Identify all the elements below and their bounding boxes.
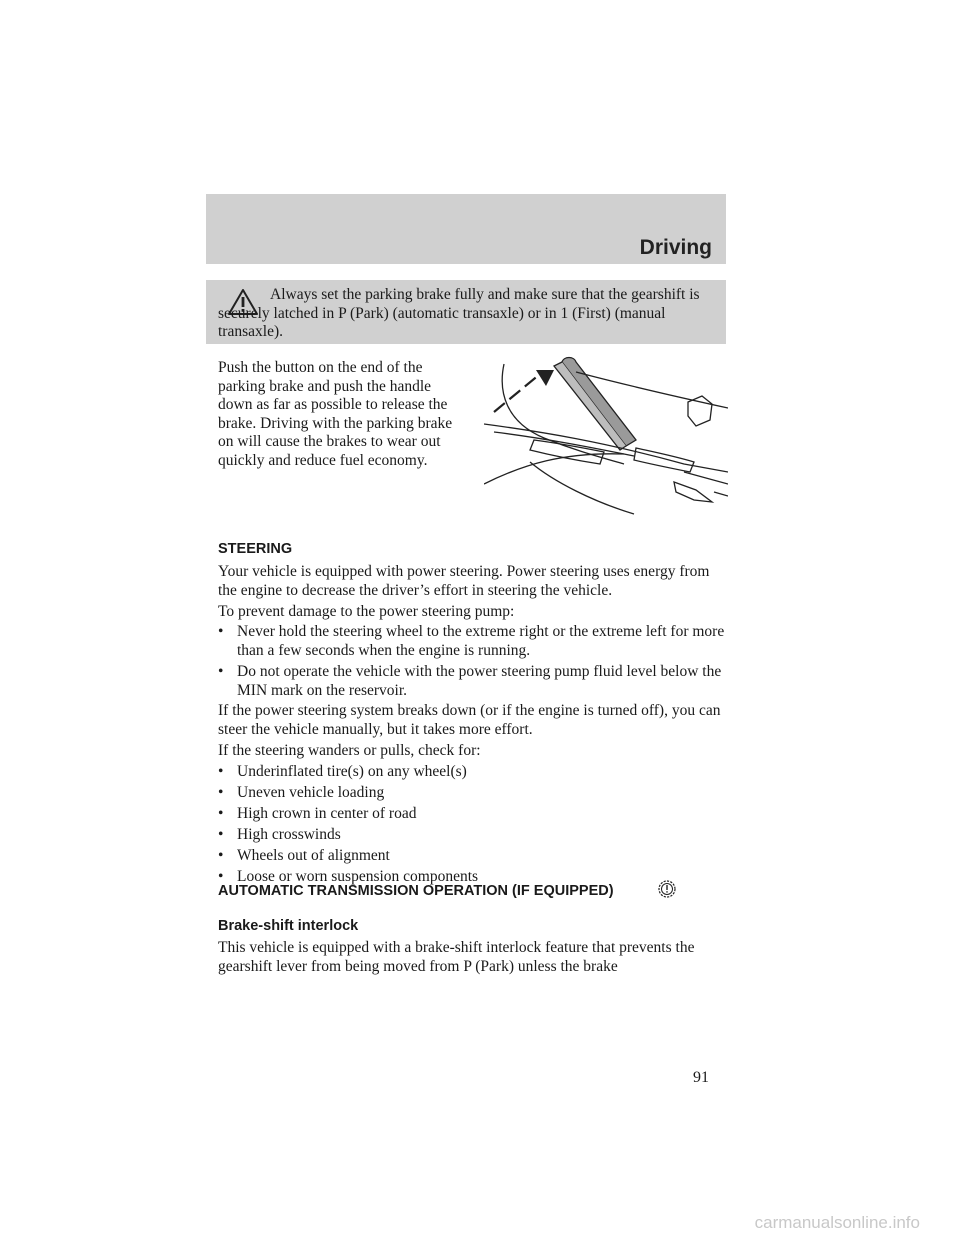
bullet-dot: • [218, 784, 224, 801]
bullet-dot: • [218, 623, 224, 640]
wander-lead: If the steering wanders or pulls, check for: [218, 742, 481, 759]
brake-shift-interlock-text: This vehicle is equipped with a brake-shift interlock feature that prevents the gearshift lever from being moved from P (Park) unless the brake [218, 939, 695, 975]
bullet-dot: • [218, 663, 224, 680]
warning-box [206, 280, 726, 344]
section-header-band [206, 194, 726, 264]
bullet-dot: • [218, 763, 224, 780]
parking-brake-release-text: Push the button on the end of the parking brake and push the handle down as far as possible to release the brake. Driving with the parking brake on will cause the brakes to wear out quickly and reduce fuel economy. [218, 359, 453, 469]
info-gear-icon [656, 878, 678, 900]
bullet-dot: • [218, 847, 224, 864]
parking-brake-illustration [484, 352, 728, 520]
list-item-text: Wheels out of alignment [237, 847, 390, 864]
bullet-dot: • [218, 868, 224, 885]
warning-text: Always set the parking brake fully and make sure that the gearshift is securely latched in P (Park) (automatic transaxle) or in 1 (First) (manual transaxle). [218, 286, 700, 340]
page-number: 91 [693, 1069, 709, 1086]
list-item-text: Uneven vehicle loading [237, 784, 385, 801]
watermark: carmanualsonline.info [754, 1213, 920, 1232]
prevent-damage-lead: To prevent damage to the power steering pump: [218, 603, 515, 620]
list-item-text: Underinflated tire(s) on any wheel(s) [237, 763, 467, 780]
bullet-dot: • [218, 826, 224, 843]
list-item-text: Never hold the steering wheel to the extreme right or the extreme left for more than a few seconds when the engine is running. [237, 623, 725, 659]
steering-intro-text: Your vehicle is equipped with power steering. Power steering uses energy from the engine to decrease the driver’s effort in steering the vehicle. [218, 563, 710, 599]
automatic-transmission-heading: AUTOMATIC TRANSMISSION OPERATION (IF EQUIPPED) [218, 883, 614, 899]
list-item-text: Loose or worn suspension components [237, 868, 479, 885]
list-item-text: High crown in center of road [237, 805, 417, 822]
breakdown-text: If the power steering system breaks down (or if the engine is turned off), you can steer the vehicle manually, but it takes more effort. [218, 702, 721, 738]
section-title: Driving [639, 236, 712, 259]
list-item-text: High crosswinds [237, 826, 341, 843]
bullet-dot: • [218, 805, 224, 822]
brake-shift-interlock-subheading: Brake-shift interlock [218, 918, 359, 934]
steering-heading: STEERING [218, 541, 293, 557]
list-item-text: Do not operate the vehicle with the power steering pump fluid level below the MIN mark on the reservoir. [237, 663, 722, 699]
